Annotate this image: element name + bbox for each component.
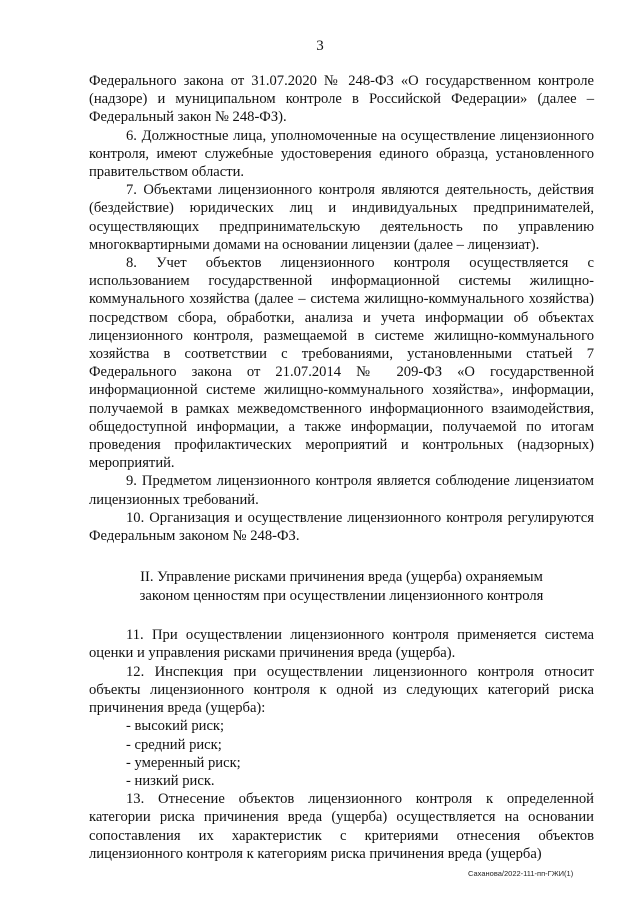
- section-title-line-2: законом ценностям при осуществлении лицензионного контроля: [139, 588, 544, 605]
- paragraph-6: 6. Должностные лица, уполномоченные на осуществление лицензионного контроля, имеют служебные удостоверения единого образца, установленного правительством области.: [89, 127, 594, 181]
- section-title-line-1: II. Управление рисками причинения вреда (ущерба) охраняемым: [140, 569, 543, 586]
- paragraph-8: 8. Учет объектов лицензионного контроля осуществляется с использованием государственной информационной системы жилищно-коммунального хозяйства (далее – система жилищно-коммунального хозяйства) посредством сбора, обработки, анализа и учета информации об объектах лицензионного контроля, размещаемой в системе жилищно-коммунального хозяйства в соответствии с требованиями, установленными статьей 7 Федерального закона от 21.07.2014 № 209-ФЗ «О государственной информационной системе жилищно-коммунального хозяйства», информации, получаемой в рамках межведомственного информационного взаимодействия, общедоступной информации, а также информации, получаемой по итогам проведения профилактических мероприятий и контрольных (надзорных) мероприятий.: [89, 255, 594, 472]
- paragraph-10: 10. Организация и осуществление лицензионного контроля регулируются Федеральным законом № 248-ФЗ.: [89, 509, 594, 545]
- risk-item-high: - высокий риск;: [126, 718, 225, 735]
- paragraph-9: 9. Предметом лицензионного контроля является соблюдение лицензиатом лицензионных требований.: [89, 473, 594, 508]
- page-number: 3: [316, 38, 324, 54]
- paragraph-12: 12. Инспекция при осуществлении лицензионного контроля относит объекты лицензионного контроля к одной из следующих категорий риска причинения вреда (ущерба):: [89, 663, 594, 717]
- document-body: [89, 72, 594, 863]
- section-title: [89, 568, 594, 606]
- risk-item-moderate: - умеренный риск;: [126, 754, 241, 771]
- paragraph-11: 11. При осуществлении лицензионного контроля применяется система оценки и управления рисками причинения вреда (ущерба).: [89, 627, 594, 662]
- paragraph-7: 7. Объектами лицензионного контроля являются деятельность, действия (бездействие) юридических лиц и индивидуальных предпринимателей, осуществляющих предпринимательскую деятельность по управлению многоквартирными домами на основании лицензии (далее – лицензиат).: [89, 182, 594, 253]
- paragraph-continuation: Федерального закона от 31.07.2020 № 248-ФЗ «О государственном контроле (надзоре) и муниципальном контроле в Российской Федерации» (далее – Федеральный закон № 248-ФЗ).: [89, 73, 594, 126]
- risk-item-low: - низкий риск.: [126, 772, 215, 789]
- risk-item-medium: - средний риск;: [126, 736, 222, 753]
- footer-document-code: Саханова/2022-111-пп-ГЖИ(1): [468, 869, 574, 878]
- paragraph-13: 13. Отнесение объектов лицензионного контроля к определенной категории риска причинения вреда (ущерба) осуществляется на основании сопоставления их характеристик с критериями отнесения объектов лицензионного контроля к категориям риска причинения вреда (ущерба): [89, 791, 594, 862]
